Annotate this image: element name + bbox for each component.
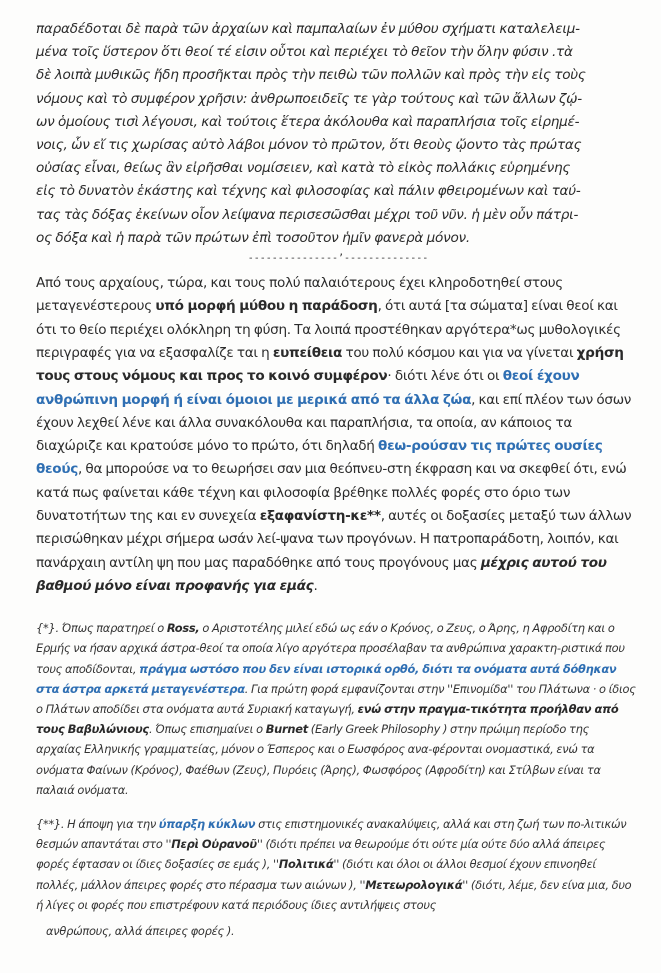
footnote-marker: {**}. — [36, 817, 65, 832]
text-run: (Early Greek Philosophy ) στην πρώιμη περίοδο της αρχαίας Ελληνικής γραμματείας, μόνον ο Έσπερος και ο Εωσφόρος ανα-φέρονται ονομαστικά, ενώ τα ονόματα Φαίνων (Κρόνος), Φαέθων (Ζευς), Πυρόεις (Άρης), Φωσφόρος (Αφροδίτη) και Στίλβων είναι τα παλαιά ονόματα. — [36, 722, 601, 797]
bold-phrase: χρήση τους στους νόμους και προς το κοινό συμφέρον — [36, 344, 624, 385]
text-run: , και επί πλέον των όσων έχουν λεχθεί λένε και άλλα συνακόλουθα και παραπλήσια, τα οποία, αν κάποιος τα διαχώριζε και κρατούσε μόνο το πρώτο, ότι δηλαδή — [36, 391, 632, 455]
text-run: . — [313, 577, 318, 594]
text-run: , αυτές οι δοξασίες μεταξύ των άλλων περισώθηκαν μέχρι σήμερα ωσάν λεί-ψανα των προγόνων. Η πατροπαράδοτη, λοιπόν, και πανάρχαιη αντίλη ψη που μας παραδόθηκε από τους προγόνους μας — [36, 508, 632, 571]
highlighted-phrase: πράγμα ωστόσο που δεν είναι ιστορικά ορθό, διότι τα ονόματα αυτά δόθηκαν στα άστρα αρκετά μεταγενέστερα — [36, 661, 617, 696]
quote-line: νοις, ὧν εἴ τις χωρίσας αὐτὸ λάβοι μόνον τὸ πρῶτον, ὅτι θεοὺς ᾤοντο τὰς πρώτας — [36, 137, 582, 154]
section-divider: ---------------’-------------- — [247, 253, 429, 265]
text-run: . Για πρώτη φορά εμφανίζονται στην ''Επινομίδα'' του Πλάτωνα · ο ίδιος ο Πλάτων αποδίδει στα ονόματα αυτά Συριακή καταγωγή, — [36, 681, 636, 716]
document-page — [36, 18, 636, 941]
quote-line: ων ὁμοίους τισὶ λέγουσι, καὶ τούτοις ἕτερα ἀκόλουθα καὶ παραπλήσια τοῖς εἰρημέ- — [36, 113, 580, 130]
quote-line: ος δόξα καὶ ἡ παρὰ τῶν πρώτων ἐπὶ τοσοῦτον ἡμῖν φανερὰ μόνον. — [36, 229, 470, 246]
highlighted-phrase: θεοί έχουν ανθρώπινη μορφή ή είναι όμοιοι με μερικά από τα άλλα ζώα — [36, 368, 580, 408]
text-run: '' (διότι, λέμε, δεν είνα μια, δυο ή λίγες οι φορές που επιστρέφουν κατά περιόδους ίδιες αντιλήψεις στους — [36, 877, 632, 912]
footnote-tail: ανθρώπους, αλλά άπειρες φορές ). — [46, 924, 235, 939]
highlighted-phrase: θεω-ρούσαν τις πρώτες ουσίες θεούς — [36, 438, 603, 478]
quote-line: παραδέδοται δὲ παρὰ τῶν ἀρχαίων καὶ παμπαλαίων ἐν μύθου σχήματι καταλελειμ- — [36, 21, 580, 37]
bold-phrase: εξαφανίστη-κε** — [259, 508, 381, 524]
bold-phrase: Ross, — [166, 621, 200, 636]
text-run: . Όπως επισημαίνει ο — [148, 722, 266, 737]
quote-line: τας τὰς δόξας ἐκείνων οἷον λείψανα περισεσῶσθαι μέχρι τοῦ νῦν. ἡ μὲν οὖν πάτρι- — [36, 206, 579, 223]
text-run: '' (διότι πρέπει να θεωρούμε ότι ούτε μία ούτε δύο αλλά άπειρες φορές έφτασαν οι ίδιες δοξασίες σε εμάς ), '' — [36, 837, 606, 872]
bold-phrase: Περὶ Οὐρανοῦ — [171, 837, 257, 852]
bold-phrase: ενώ στην πραγμα-τικότητα προήλθαν από τους Βαβυλώνιους — [36, 702, 619, 737]
bold-phrase: Μετεωρολογικά — [365, 877, 463, 892]
bold-phrase: ευπείθεια — [272, 344, 343, 361]
text-run: Όπως παρατηρεί ο — [58, 621, 167, 636]
text-run: Από τους αρχαίους, τώρα, και τους πολύ παλαιότερους έχει κληροδοτηθεί στους μεταγενέστερους — [36, 275, 563, 315]
quote-line: εἰς τὸ δυνατὸν ἑκάστης καὶ τέχνης καὶ φιλοσοφίας καὶ πάλιν φθειρομένων καὶ ταύ- — [36, 183, 581, 200]
text-run: , θα μπορούσε να το θεωρήσει σαν μια θεόπνευ-στη έκφραση και να σκεφθεί ότι, ενώ κατά πως φαίνεται κάθε τέχνη και φιλοσοφία βρέθηκε πολλές φορές στο όριο των δυνατοτήτων της και εν συνεχεία — [36, 461, 627, 524]
text-run: Η άποψη για την — [64, 817, 159, 832]
text-run: του πολύ κόσμου και για να γίνεται — [342, 344, 577, 361]
footnote-marker: {*}. — [36, 621, 59, 636]
quote-line: δὲ λοιπὰ μυθικῶς ἤδη προσῆκται πρὸς τὴν πειθὼ τῶν πολλῶν καὶ πρὸς τὴν εἰς τοὺς — [36, 67, 586, 84]
highlighted-phrase: ύπαρξη κύκλων — [158, 817, 256, 832]
text-run: '' (διότι και όλοι οι άλλοι θεσμοί έχουν επινοηθεί πολλές, μάλλον άπειρες φορές στο πέρασμα των αιώνων ), '' — [36, 857, 596, 892]
bold-phrase: Burnet — [265, 722, 308, 737]
text-run: · διότι λένε ότι οι — [387, 368, 503, 385]
bold-italic-phrase: μέχρις αυτού του βαθμού μόνο είναι προφανής για εμάς — [36, 554, 607, 594]
quote-line: οὐσίας εἶναι, θείως ἂν εἰρῆσθαι νομίσειεν, καὶ κατὰ τὸ εἰκὸς πολλάκις εὑρημένης — [36, 160, 571, 177]
quote-line: νόμους καὶ τὸ συμφέρον χρῆσιν: ἀνθρωποειδεῖς τε γὰρ τούτους καὶ τῶν ἄλλων ζῴ- — [36, 90, 582, 107]
footnote-2 — [36, 814, 636, 941]
text-run: , ότι αυτά [τα σώματα] είναι θεοί και ότι το θείο περιέχει ολόκληρη τη φύση. Τα λοιπά προστέθηκαν αργότερα*ως μυθολογικές περιγραφές για να εξασφαλίζε ται η — [36, 298, 621, 361]
bold-phrase: Πολιτικά — [278, 857, 334, 872]
text-run: στις επιστημονικές ανακαλύψεις, αλλά και στη ζωή των πο-λιτικών θεσμών απαντάται στο '' — [36, 817, 627, 852]
footnote-1 — [36, 618, 636, 800]
translation-paragraph — [36, 272, 636, 598]
bold-phrase: υπό μορφή μύθου η παράδοση — [155, 298, 378, 315]
greek-quote — [36, 18, 636, 250]
text-run: ο Αριστοτέλης μιλεί εδώ ως εάν ο Κρόνος, ο Ζευς, ο Άρης, η Αφροδίτη και ο Ερμής να ήσαν αρχικά άστρα-θεοί τα οποία λίγο αργότερα προσέλαβαν τα ανθρώπινα χαρακτη-ριστικά που τους αποδίδονται, — [36, 621, 625, 676]
quote-line: μένα τοῖς ὕστερον ὅτι θεοί τέ εἰσιν οὗτοι καὶ περιέχει τὸ θεῖον τὴν ὅλην φύσιν .τὰ — [36, 44, 573, 61]
